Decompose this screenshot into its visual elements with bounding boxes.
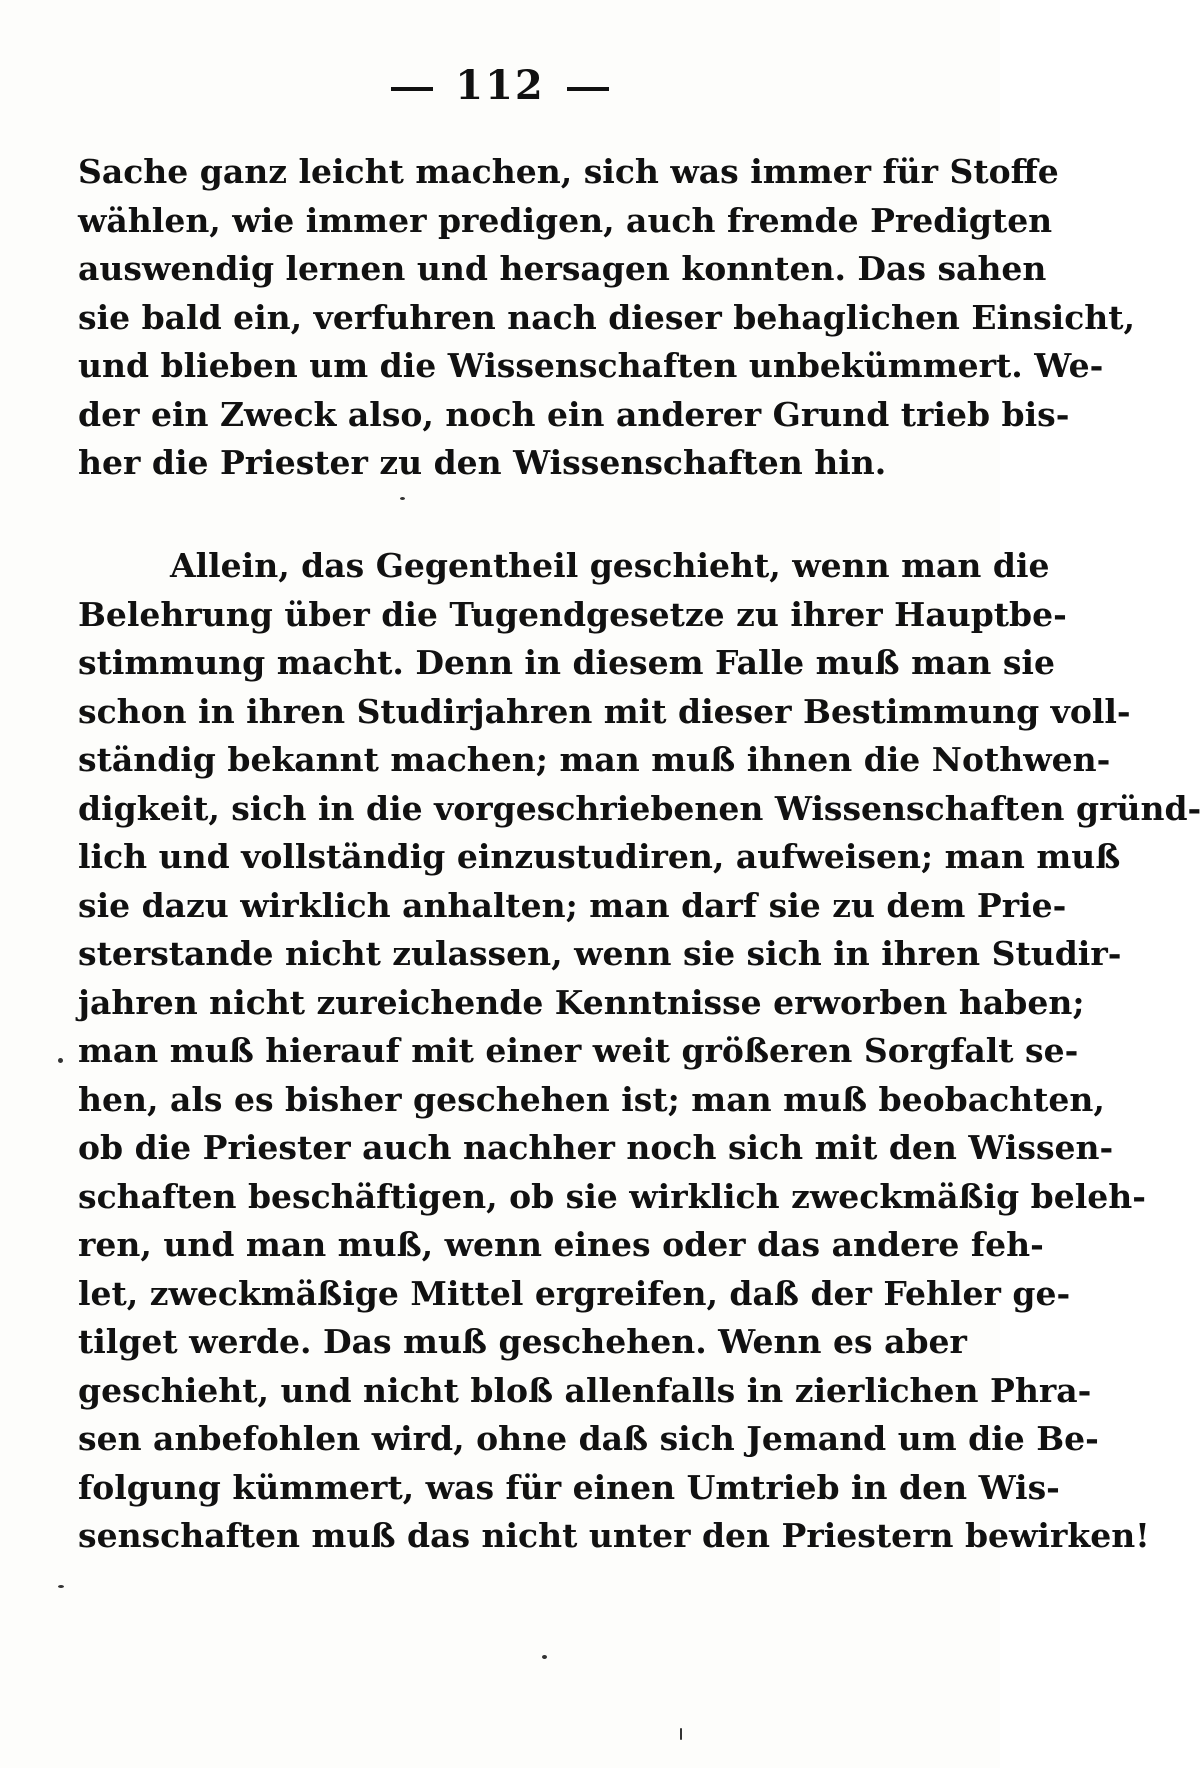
text-line: hen, als es bisher geschehen ist; man muß beobachten, [78,1079,1105,1119]
print-speck [542,1655,547,1659]
text-line: sie dazu wirklich anhalten; man darf sie zu dem Prie- [78,885,1067,925]
text-line: und blieben um die Wissenschaften unbekümmert. We- [78,346,1104,385]
text-line: auswendig lernen und hersagen konnten. Das sahen [78,249,1047,288]
text-line: ren, und man muß, wenn eines oder das andere feh- [78,1225,1044,1264]
text-line: lich und vollständig einzustudiren, aufweisen; man muß [78,837,1121,876]
text-line: geschieht, und nicht bloß allenfalls in zierlichen Phra- [78,1370,1092,1410]
page-header [0,62,1000,109]
print-speck [58,1058,63,1063]
print-speck [680,1728,682,1740]
text-line: jahren nicht zureichende Kenntnisse erworben haben; [78,982,1085,1022]
print-speck [400,497,405,500]
text-line: sterstande nicht zulassen, wenn sie sich in ihren Studir- [78,934,1122,973]
print-speck [58,1585,64,1588]
text-line: tilget werde. Das muß geschehen. Wenn es aber [78,1322,967,1361]
paragraph-1 [78,148,1136,488]
text-line: schaften beschäftigen, ob sie wirklich zweckmäßig beleh- [78,1176,1146,1216]
text-line: digkeit, sich in die vorgeschriebenen Wissenschaften gründ- [78,788,1201,828]
text-line: sie bald ein, verfuhren nach dieser behaglichen Einsicht, [78,297,1136,337]
text-line: stimmung macht. Denn in diesem Falle muß man sie [78,643,1055,682]
header-dash-left [391,87,433,91]
text-line: man muß hierauf mit einer weit größeren Sorgfalt se- [78,1031,1079,1070]
header-dash-right [567,87,609,91]
text-line: sen anbefohlen wird, ohne daß sich Jemand um die Be- [78,1419,1099,1458]
text-line: schon in ihren Studirjahren mit dieser Bestimmung voll- [78,691,1131,731]
text-line: let, zweckmäßige Mittel ergreifen, daß der Fehler ge- [78,1273,1071,1313]
text-line: ob die Priester auch nachher noch sich mit den Wissen- [78,1128,1114,1167]
text-line: ständig bekannt machen; man muß ihnen die Nothwen- [78,740,1111,779]
text-line: wählen, wie immer predigen, auch fremde Predigten [78,200,1053,240]
paragraph-2 [78,542,1201,1561]
text-line: der ein Zweck also, noch ein anderer Grund trieb bis- [78,394,1070,434]
text-line: Belehrung über die Tugendgesetze zu ihrer Hauptbe- [78,594,1067,634]
text-line: Sache ganz leicht machen, sich was immer für Stoffe [78,152,1059,191]
text-line: Allein, das Gegentheil geschieht, wenn man die [170,546,1050,585]
text-line: folgung kümmert, was für einen Umtrieb in den Wis- [78,1467,1060,1507]
page-number: 112 [455,62,545,109]
text-line: senschaften muß das nicht unter den Priestern bewirken! [78,1516,1150,1555]
text-line: her die Priester zu den Wissenschaften hin. [78,443,887,482]
